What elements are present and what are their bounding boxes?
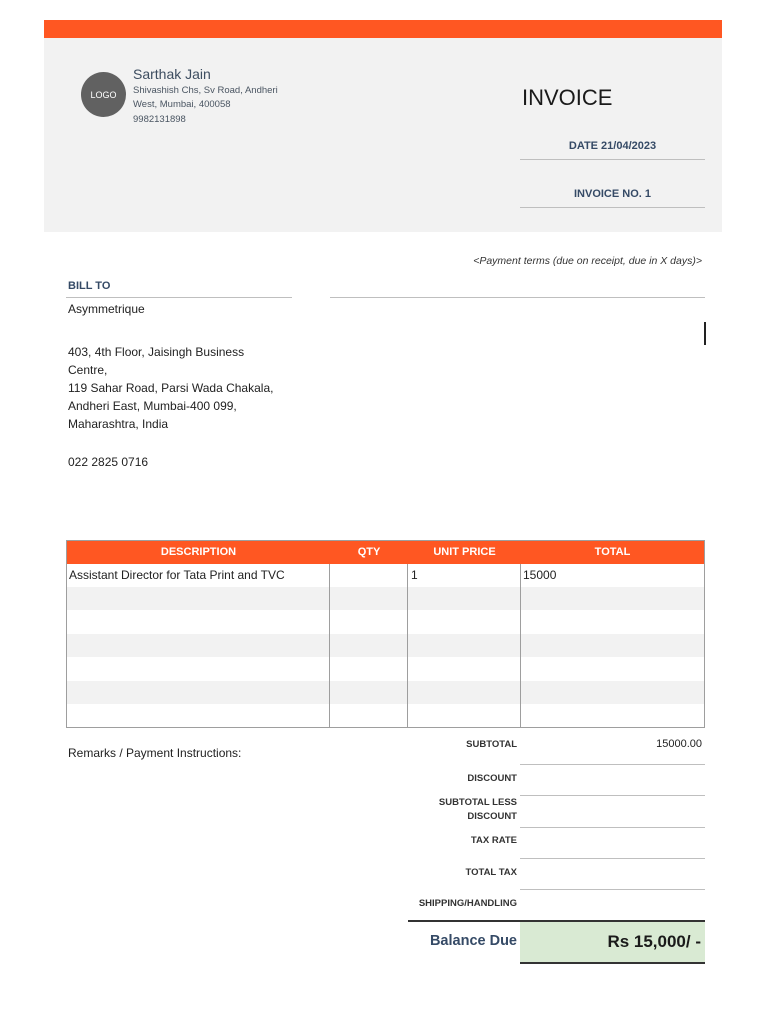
total-tax-rule [520, 889, 705, 890]
line-items-table [66, 540, 705, 728]
table-row [67, 658, 704, 681]
bill-to-rule [66, 297, 292, 298]
header-description: DESCRIPTION [160, 546, 237, 558]
column-divider [329, 564, 330, 727]
client-address-line: Maharashtra, India [68, 417, 169, 431]
company-phone: 9982131898 [133, 114, 186, 125]
table-row [67, 634, 704, 657]
subtotal-label: SUBTOTAL [466, 739, 517, 750]
client-address-line: Centre, [68, 363, 108, 377]
header-total: TOTAL [594, 546, 631, 558]
column-divider [407, 564, 408, 727]
subtotal-less-discount-label-2: DISCOUNT [467, 811, 517, 822]
payment-terms: <Payment terms (due on receipt, due in X days)> [473, 255, 702, 267]
table-row [67, 705, 704, 728]
discount-label: DISCOUNT [467, 773, 517, 784]
item-total: 15000 [523, 568, 557, 582]
tax-rate-rule [520, 858, 705, 859]
header-unit-price: UNIT PRICE [433, 546, 496, 558]
invoice-number-rule [520, 207, 705, 208]
client-address-line: Andheri East, Mumbai-400 099, [68, 399, 237, 413]
subtotal-value: 15000.00 [656, 738, 702, 750]
total-tax-label: TOTAL TAX [465, 867, 517, 878]
subtotal-less-discount-label-1: SUBTOTAL LESS [438, 797, 517, 808]
discount-rule [520, 795, 705, 796]
client-phone: 022 2825 0716 [68, 455, 149, 469]
tax-rate-label: TAX RATE [470, 835, 517, 846]
balance-due-label: Balance Due [429, 933, 517, 949]
accent-bar [44, 20, 722, 38]
item-unit-price: 1 [411, 568, 418, 582]
invoice-number: INVOICE NO. 1 [573, 188, 652, 200]
balance-due-value: Rs 15,000/ - [607, 932, 701, 951]
client-address-line: 119 Sahar Road, Parsi Wada Chakala, [68, 381, 274, 395]
date-rule [520, 159, 705, 160]
item-description: Assistant Director for Tata Print and TVC [69, 568, 285, 582]
subtotal-rule [520, 764, 705, 765]
table-row [67, 681, 704, 704]
company-address-line2: West, Mumbai, 400058 [133, 99, 231, 110]
client-address-line: 403, 4th Floor, Jaisingh Business [68, 345, 245, 359]
shipping-label: SHIPPING/HANDLING [418, 898, 517, 909]
column-divider [520, 564, 521, 727]
table-header [67, 541, 704, 564]
subtotal-less-discount-rule [520, 827, 705, 828]
table-row [67, 587, 704, 610]
balance-due-box [520, 922, 705, 964]
header-qty: QTY [357, 546, 381, 558]
company-logo: LOGO [81, 72, 126, 117]
company-address-line1: Shivashish Chs, Sv Road, Andheri [133, 85, 278, 96]
table-row [67, 611, 704, 634]
bill-to-label: BILL TO [68, 280, 111, 292]
text-cursor [704, 322, 706, 345]
payment-terms-rule [330, 297, 705, 298]
invoice-date: DATE 21/04/2023 [568, 140, 657, 152]
company-name: Sarthak Jain [133, 66, 211, 82]
client-name: Asymmetrique [68, 302, 145, 316]
remarks-label: Remarks / Payment Instructions: [68, 746, 242, 760]
invoice-title: INVOICE [522, 85, 613, 110]
table-row [67, 564, 704, 587]
